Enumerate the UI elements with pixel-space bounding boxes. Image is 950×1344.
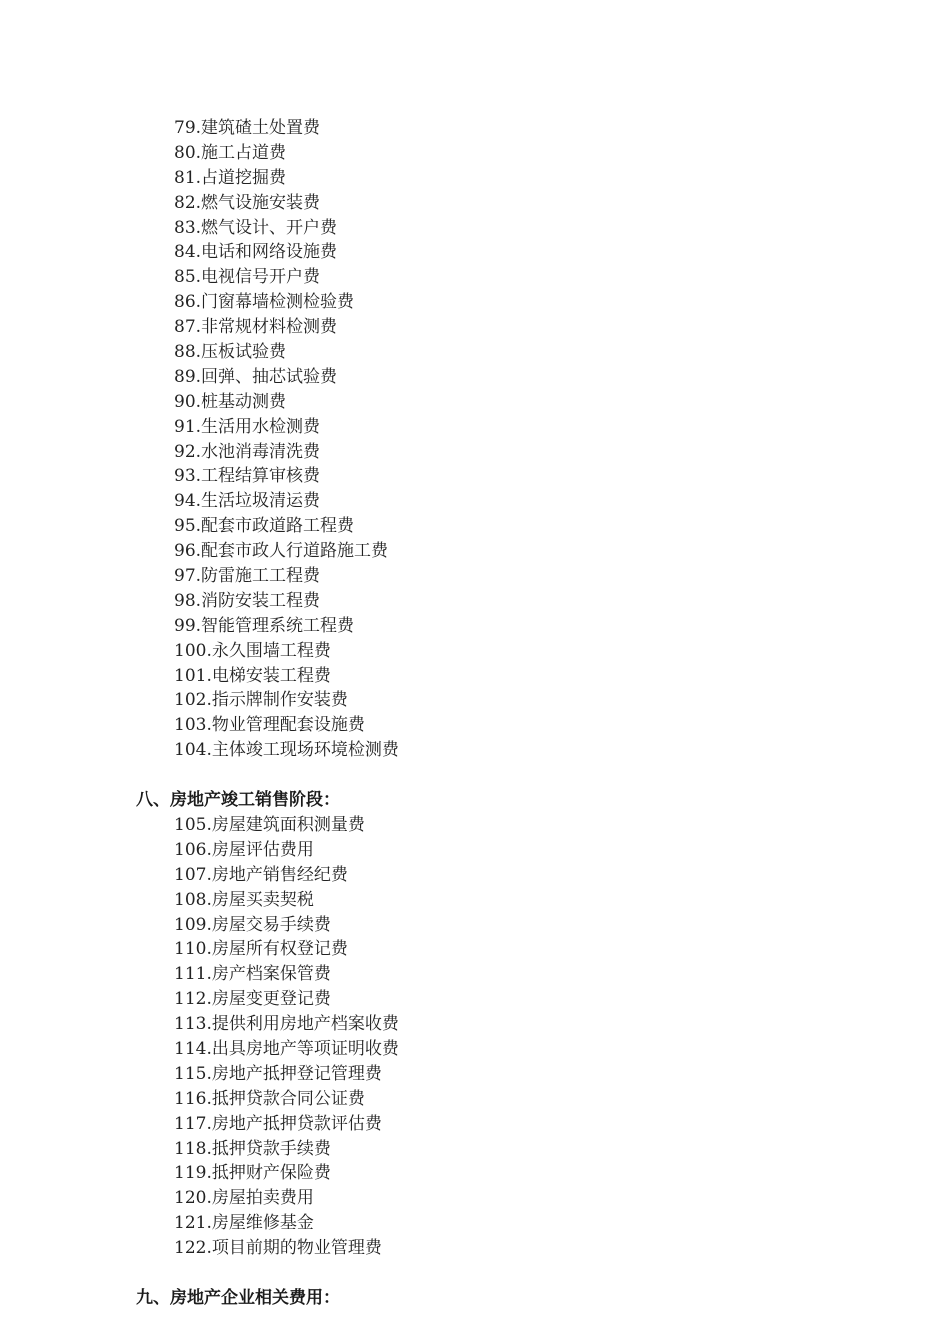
section-heading-8: 八、房地产竣工销售阶段： xyxy=(136,790,340,810)
list-item: 114.出具房地产等项证明收费 xyxy=(174,1039,399,1060)
list-item: 90.桩基动测费 xyxy=(174,391,287,412)
list-item: 95.配套市政道路工程费 xyxy=(174,516,355,537)
list-item: 119.抵押财产保险费 xyxy=(174,1163,331,1184)
list-item: 120.房屋拍卖费用 xyxy=(174,1188,314,1209)
list-item: 116.抵押贷款合同公证费 xyxy=(174,1088,365,1109)
list-item: 83.燃气设计、开户费 xyxy=(174,217,338,238)
list-item: 113.提供利用房地产档案收费 xyxy=(174,1014,399,1035)
list-item: 91.生活用水检测费 xyxy=(174,416,321,437)
fee-list-continued xyxy=(174,116,399,763)
list-item: 109.房屋交易手续费 xyxy=(174,914,331,935)
list-item: 117.房地产抵押贷款评估费 xyxy=(174,1113,382,1134)
fee-list-section-8 xyxy=(174,813,399,1261)
list-item: 84.电话和网络设施费 xyxy=(174,242,338,263)
list-item: 81.占道挖掘费 xyxy=(174,167,287,188)
list-item: 107.房地产销售经纪费 xyxy=(174,864,348,885)
list-item: 101.电梯安装工程费 xyxy=(174,665,331,686)
list-item: 118.抵押贷款手续费 xyxy=(174,1138,331,1159)
list-item: 111.房产档案保管费 xyxy=(174,964,331,985)
list-item: 108.房屋买卖契税 xyxy=(174,889,314,910)
list-item: 97.防雷施工工程费 xyxy=(174,566,321,587)
list-item: 88.压板试验费 xyxy=(174,342,287,363)
list-item: 86.门窗幕墙检测检验费 xyxy=(174,292,355,313)
list-item: 85.电视信号开户费 xyxy=(174,267,321,288)
list-item: 87.非常规材料检测费 xyxy=(174,317,338,338)
list-item: 102.指示牌制作安装费 xyxy=(174,690,348,711)
list-item: 103.物业管理配套设施费 xyxy=(174,715,365,736)
list-item: 92.水池消毒清洗费 xyxy=(174,441,321,462)
section-heading-9: 九、房地产企业相关费用： xyxy=(136,1288,340,1308)
list-item: 112.房屋变更登记费 xyxy=(174,989,331,1010)
list-item: 98.消防安装工程费 xyxy=(174,590,321,611)
list-item: 96.配套市政人行道路施工费 xyxy=(174,541,389,562)
list-item: 121.房屋维修基金 xyxy=(174,1213,314,1234)
list-item: 104.主体竣工现场环境检测费 xyxy=(174,740,399,761)
list-item: 94.生活垃圾清运费 xyxy=(174,491,321,512)
list-item: 110.房屋所有权登记费 xyxy=(174,939,348,960)
list-item: 115.房地产抵押登记管理费 xyxy=(174,1063,382,1084)
list-item: 80.施工占道费 xyxy=(174,142,287,163)
list-item: 82.燃气设施安装费 xyxy=(174,192,321,213)
list-item: 105.房屋建筑面积测量费 xyxy=(174,815,365,835)
list-item: 89.回弹、抽芯试验费 xyxy=(174,366,338,387)
list-item: 93.工程结算审核费 xyxy=(174,466,321,487)
list-item: 99.智能管理系统工程费 xyxy=(174,615,355,636)
list-item: 106.房屋评估费用 xyxy=(174,839,314,860)
list-item: 122.项目前期的物业管理费 xyxy=(174,1238,382,1259)
list-item: 79.建筑碴土处置费 xyxy=(174,118,321,138)
list-item: 100.永久围墙工程费 xyxy=(174,640,331,661)
